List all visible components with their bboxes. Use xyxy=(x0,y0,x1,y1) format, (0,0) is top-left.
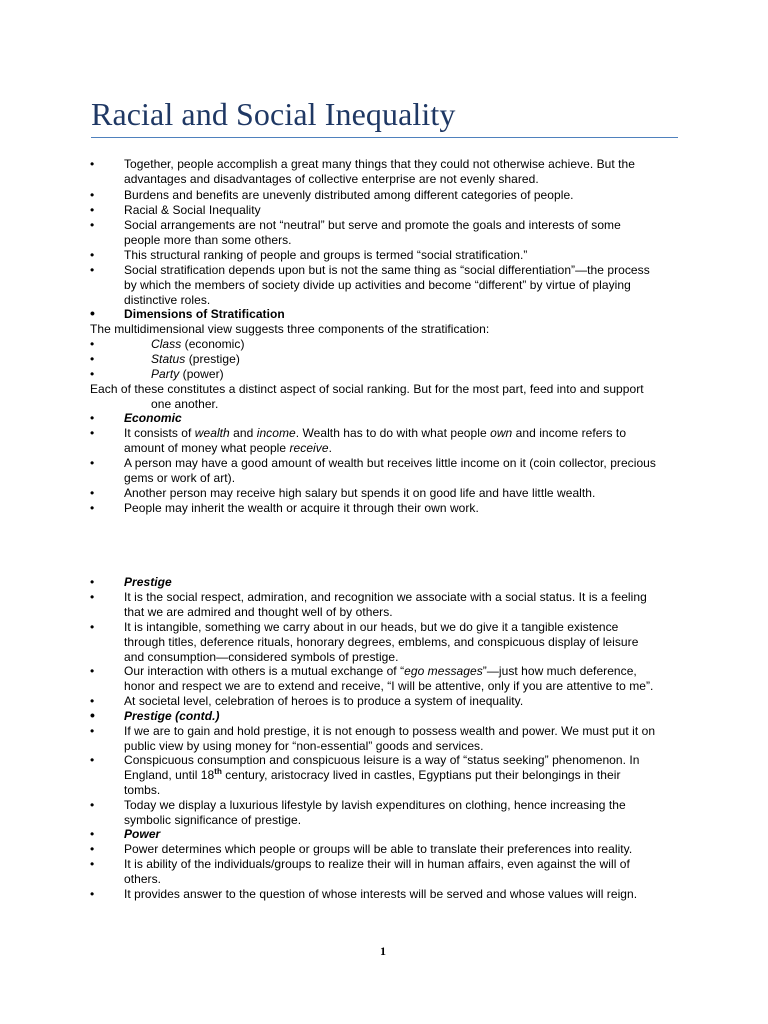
bullet-text: people more than some others. xyxy=(124,233,292,247)
paragraph-text: The multidimensional view suggests three components of the stratification: xyxy=(90,322,490,336)
bullet-icon: • xyxy=(90,188,95,202)
bullet-icon: • xyxy=(90,575,95,589)
section-heading: Dimensions of Stratification xyxy=(124,307,285,321)
bullet-text: Racial & Social Inequality xyxy=(124,203,261,217)
bullet-icon: • xyxy=(90,590,95,604)
bullet-text: Social arrangements are not “neutral” but serve and promote the goals and interests of some xyxy=(124,218,621,232)
bullet-text: It is the social respect, admiration, and recognition we associate with a social status. It is a feeling xyxy=(124,590,647,604)
bullet-text: advantages and disadvantages of collective enterprise are not evenly shared. xyxy=(124,172,539,186)
bullet-icon: • xyxy=(90,694,95,708)
bullet-text: honor and respect we are to extend and receive, “I will be attentive, only if you are attentive to me”. xyxy=(124,679,654,693)
bullet-icon: • xyxy=(90,887,95,901)
bullet-icon: • xyxy=(90,827,95,841)
bullet-text: that we are admired and thought well of by others. xyxy=(124,605,393,619)
bullet-text: Together, people accomplish a great many things that they could not otherwise achieve. But the xyxy=(124,157,636,171)
bullet-text: Power determines which people or groups will be able to translate their preferences into reality. xyxy=(124,842,633,856)
bullet-text: public view by using money for “non-essential” goods and services. xyxy=(124,739,484,753)
subsection-heading: Power xyxy=(124,827,161,841)
bullet-text: through titles, deference rituals, honorary degrees, emblems, and conspicuous display of leisure xyxy=(124,635,639,649)
bullet-text: It is intangible, something we carry about in our heads, but we do give it a tangible existence xyxy=(124,620,619,634)
bullet-text: It consists of wealth and income. Wealth has to do with what people own and income refers to xyxy=(124,426,627,440)
page-number: 1 xyxy=(380,944,386,958)
subsection-heading: Prestige xyxy=(124,575,172,589)
bullet-icon: • xyxy=(90,664,95,678)
bullet-text: It provides answer to the question of whose interests will be served and whose values will reign. xyxy=(124,887,638,901)
title-underline xyxy=(91,137,678,138)
bullet-text: by which the members of society divide up activities and become “different” by virtue of playing xyxy=(124,278,631,292)
bullet-text: distinctive roles. xyxy=(124,293,211,307)
bullet-text: If we are to gain and hold prestige, it is not enough to possess wealth and power. We must put it on xyxy=(124,724,656,738)
bullet-text: It is ability of the individuals/groups to realize their will in human affairs, even against the will of xyxy=(124,857,630,871)
subsection-heading: Economic xyxy=(124,411,182,425)
bullet-text: amount of money what people receive. xyxy=(124,441,332,455)
bullet-icon: • xyxy=(90,620,95,634)
bullet-text: Today we display a luxurious lifestyle by lavish expenditures on clothing, hence increasing the xyxy=(124,798,626,812)
list-item: Party (power) xyxy=(151,367,224,381)
list-item: Class (economic) xyxy=(151,337,245,351)
bullet-text: England, until 18th century, aristocracy lived in castles, Egyptians put their belongings in their xyxy=(124,767,621,782)
bullet-icon: • xyxy=(90,501,95,515)
bullet-text: At societal level, celebration of heroes is to produce a system of inequality. xyxy=(124,694,524,708)
bullet-text: gems or work of art). xyxy=(124,471,236,485)
bullet-icon: • xyxy=(90,456,95,470)
bullet-icon: • xyxy=(90,753,95,767)
bullet-icon: • xyxy=(90,411,95,425)
bullet-text: Our interaction with others is a mutual exchange of “ego messages”—just how much deference, xyxy=(124,664,637,678)
bullet-icon: • xyxy=(90,157,95,171)
bullet-icon: • xyxy=(90,352,95,366)
bullet-icon: • xyxy=(90,857,95,871)
subsection-heading: Prestige (contd.) xyxy=(124,709,220,723)
bullet-text: Another person may receive high salary but spends it on good life and have little wealth. xyxy=(124,486,596,500)
bullet-text: Burdens and benefits are unevenly distributed among different categories of people. xyxy=(124,188,574,202)
bullet-text: and consumption—considered symbols of prestige. xyxy=(124,650,399,664)
bullet-text: symbolic significance of prestige. xyxy=(124,813,302,827)
paragraph-text: Each of these constitutes a distinct aspect of social ranking. But for the most part, feed into and support xyxy=(90,382,644,396)
bullet-icon: • xyxy=(90,798,95,812)
list-item: Status (prestige) xyxy=(151,352,240,366)
bullet-text: People may inherit the wealth or acquire it through their own work. xyxy=(124,501,479,515)
paragraph-text: one another. xyxy=(151,397,219,411)
bullet-icon: • xyxy=(90,486,95,500)
bullet-icon: • xyxy=(90,248,95,262)
bullet-icon: • xyxy=(90,203,95,217)
bullet-text: A person may have a good amount of wealth but receives little income on it (coin collector, precious xyxy=(124,456,656,470)
bullet-text: Conspicuous consumption and conspicuous leisure is a way of “status seeking” phenomenon. In xyxy=(124,753,640,767)
bullet-icon: • xyxy=(90,426,95,440)
bullet-text: others. xyxy=(124,872,162,886)
bullet-text: Social stratification depends upon but is not the same thing as “social differentiation”—the process xyxy=(124,263,650,277)
bullet-text: tombs. xyxy=(124,783,161,797)
bullet-icon: • xyxy=(90,707,95,723)
bullet-icon: • xyxy=(90,367,95,381)
bullet-text: This structural ranking of people and groups is termed “social stratification.” xyxy=(124,248,528,262)
bullet-icon: • xyxy=(90,305,95,321)
page-title: Racial and Social Inequality xyxy=(91,96,456,132)
bullet-icon: • xyxy=(90,263,95,277)
bullet-icon: • xyxy=(90,724,95,738)
bullet-icon: • xyxy=(90,842,95,856)
bullet-icon: • xyxy=(90,337,95,351)
bullet-icon: • xyxy=(90,218,95,232)
